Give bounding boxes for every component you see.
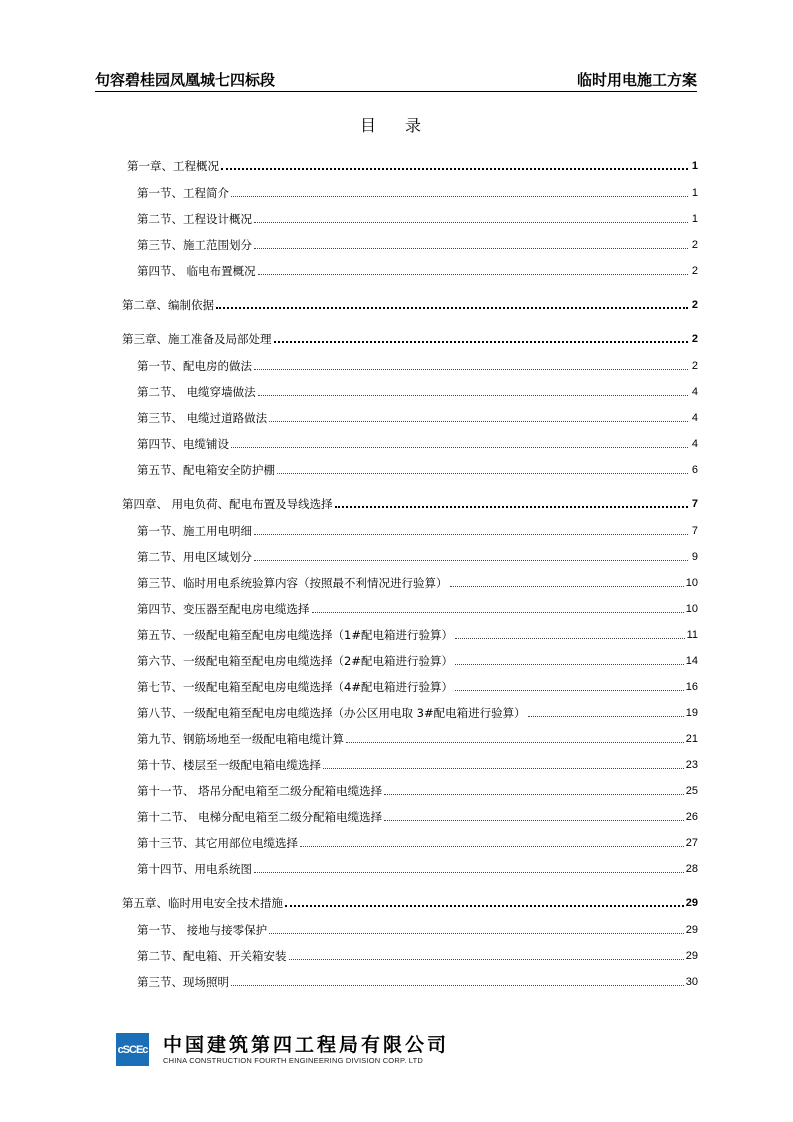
toc-page-number: 2 bbox=[691, 265, 698, 277]
toc-section-entry[interactable] bbox=[122, 177, 698, 203]
toc-entry-label: 第十一节、 塔吊分配电箱至二级分配箱电缆选择 bbox=[137, 784, 383, 798]
toc-section-entry[interactable] bbox=[122, 402, 698, 428]
toc-section-entry[interactable] bbox=[122, 775, 698, 801]
toc-leader-dots bbox=[254, 872, 684, 873]
toc-section-entry[interactable] bbox=[122, 671, 698, 697]
toc-section-entry[interactable] bbox=[122, 749, 698, 775]
toc-entry-label: 第十三节、其它用部位电缆选择 bbox=[137, 836, 298, 850]
toc-section-entry[interactable] bbox=[122, 255, 698, 281]
toc-chapter-entry[interactable] bbox=[122, 887, 698, 913]
toc-entry-label: 第二节、工程设计概况 bbox=[137, 212, 252, 226]
toc-section-entry[interactable] bbox=[122, 619, 698, 645]
toc-leader-dots bbox=[455, 664, 684, 665]
toc-page-number: 4 bbox=[691, 438, 698, 450]
toc-section-entry[interactable] bbox=[122, 853, 698, 879]
toc-leader-dots bbox=[216, 307, 688, 309]
toc-page-number: 28 bbox=[685, 863, 698, 875]
toc-entry-label: 第一节、配电房的做法 bbox=[137, 359, 252, 373]
toc-entry-label: 第二节、用电区域划分 bbox=[137, 550, 252, 564]
toc-section-entry[interactable] bbox=[122, 428, 698, 454]
toc-entry-label: 第一章、工程概况 bbox=[127, 159, 219, 173]
toc-leader-dots bbox=[254, 560, 688, 561]
toc-section-entry[interactable] bbox=[122, 723, 698, 749]
toc-entry-label: 第十节、楼层至一级配电箱电缆选择 bbox=[137, 758, 321, 772]
toc-entry-label: 第三节、临时用电系统验算内容（按照最不利情况进行验算） bbox=[137, 576, 448, 590]
toc-leader-dots bbox=[254, 369, 688, 370]
toc-page-number: 10 bbox=[685, 603, 698, 615]
toc-section-entry[interactable] bbox=[122, 454, 698, 480]
toc-leader-dots bbox=[346, 742, 684, 743]
toc-chapter-entry[interactable] bbox=[122, 323, 698, 349]
toc-page-number: 6 bbox=[691, 464, 698, 476]
toc-leader-dots bbox=[300, 846, 684, 847]
toc-entry-label: 第四节、变压器至配电房电缆选择 bbox=[137, 602, 310, 616]
toc-page-number: 2 bbox=[691, 333, 698, 345]
toc-leader-dots bbox=[269, 933, 684, 934]
toc-page-number: 29 bbox=[685, 924, 698, 936]
toc-chapter-entry[interactable] bbox=[127, 150, 698, 176]
toc-page-number: 27 bbox=[685, 837, 698, 849]
toc-entry-label: 第二章、编制依据 bbox=[122, 298, 214, 312]
toc-page-number: 1 bbox=[691, 187, 698, 199]
toc-page-number: 29 bbox=[685, 950, 698, 962]
toc-section-entry[interactable] bbox=[122, 940, 698, 966]
toc-entry-label: 第七节、一级配电箱至配电房电缆选择（4#配电箱进行验算） bbox=[137, 680, 453, 694]
toc-leader-dots bbox=[254, 222, 688, 223]
toc-leader-dots bbox=[335, 506, 688, 508]
toc-page-number: 26 bbox=[685, 811, 698, 823]
company-name-en: CHINA CONSTRUCTION FOURTH ENGINEERING DIVISION CORP. LTD bbox=[163, 1056, 423, 1065]
toc-section-entry[interactable] bbox=[122, 645, 698, 671]
toc-leader-dots bbox=[528, 716, 684, 717]
toc-page-number: 19 bbox=[685, 707, 698, 719]
toc-section-entry[interactable] bbox=[122, 515, 698, 541]
toc-page-number: 29 bbox=[685, 897, 698, 909]
toc-page-number: 2 bbox=[691, 239, 698, 251]
toc-entry-label: 第三节、施工范围划分 bbox=[137, 238, 252, 252]
toc-page-number: 16 bbox=[685, 681, 698, 693]
toc-page-number: 23 bbox=[685, 759, 698, 771]
toc-entry-label: 第三章、施工准备及局部处理 bbox=[122, 332, 272, 346]
toc-entry-label: 第五节、配电箱安全防护棚 bbox=[137, 463, 275, 477]
toc-chapter-entry[interactable] bbox=[122, 488, 698, 514]
toc-page-number: 25 bbox=[685, 785, 698, 797]
toc-leader-dots bbox=[231, 196, 688, 197]
toc-entry-label: 第四节、电缆铺设 bbox=[137, 437, 229, 451]
toc-section-entry[interactable] bbox=[122, 541, 698, 567]
toc-leader-dots bbox=[258, 274, 688, 275]
toc-page-number: 1 bbox=[691, 160, 698, 172]
toc-entry-label: 第三节、现场照明 bbox=[137, 975, 229, 989]
toc-entry-label: 第三节、 电缆过道路做法 bbox=[137, 411, 268, 425]
toc-leader-dots bbox=[312, 612, 684, 613]
toc-page-number: 7 bbox=[691, 525, 698, 537]
toc-page-number: 4 bbox=[691, 386, 698, 398]
toc-entry-label: 第六节、一级配电箱至配电房电缆选择（2#配电箱进行验算） bbox=[137, 654, 453, 668]
toc-leader-dots bbox=[450, 586, 684, 587]
toc-section-entry[interactable] bbox=[122, 376, 698, 402]
toc-entry-label: 第五节、一级配电箱至配电房电缆选择（1#配电箱进行验算） bbox=[137, 628, 453, 642]
toc-leader-dots bbox=[269, 421, 688, 422]
toc-entry-label: 第四节、 临电布置概况 bbox=[137, 264, 256, 278]
toc-leader-dots bbox=[254, 534, 688, 535]
toc-leader-dots bbox=[455, 690, 684, 691]
toc-entry-label: 第五章、临时用电安全技术措施 bbox=[122, 896, 283, 910]
toc-chapter-entry[interactable] bbox=[122, 289, 698, 315]
toc-entry-label: 第八节、一级配电箱至配电房电缆选择（办公区用电取 3#配电箱进行验算） bbox=[137, 706, 526, 720]
toc-page-number: 30 bbox=[685, 976, 698, 988]
toc-page-number: 2 bbox=[691, 299, 698, 311]
toc-leader-dots bbox=[258, 395, 688, 396]
toc-entry-label: 第十四节、用电系统图 bbox=[137, 862, 252, 876]
toc-leader-dots bbox=[231, 985, 684, 986]
toc-leader-dots bbox=[384, 820, 684, 821]
toc-leader-dots bbox=[384, 794, 684, 795]
toc-page-number: 2 bbox=[691, 360, 698, 372]
toc-section-entry[interactable] bbox=[122, 567, 698, 593]
toc-leader-dots bbox=[254, 248, 688, 249]
toc-page-number: 7 bbox=[691, 498, 698, 510]
toc-page-number: 14 bbox=[685, 655, 698, 667]
company-name-cn: 中国建筑第四工程局有限公司 bbox=[163, 1034, 450, 1056]
toc-leader-dots bbox=[289, 959, 684, 960]
toc-page-number: 21 bbox=[685, 733, 698, 745]
toc-section-entry[interactable] bbox=[122, 966, 698, 992]
toc-entry-label: 第二节、配电箱、开关箱安装 bbox=[137, 949, 287, 963]
toc-section-entry[interactable] bbox=[122, 229, 698, 255]
toc-page-number: 10 bbox=[685, 577, 698, 589]
toc-leader-dots bbox=[221, 168, 688, 170]
toc-leader-dots bbox=[274, 341, 689, 343]
toc-section-entry[interactable] bbox=[122, 350, 698, 376]
toc-page-number: 4 bbox=[691, 412, 698, 424]
header-project-name: 句容碧桂园凤凰城七四标段 bbox=[95, 71, 276, 89]
toc-entry-label: 第十二节、 电梯分配电箱至二级分配箱电缆选择 bbox=[137, 810, 383, 824]
toc-entry-label: 第四章、 用电负荷、配电布置及导线选择 bbox=[122, 497, 333, 511]
toc-section-entry[interactable] bbox=[122, 593, 698, 619]
toc-page-number: 1 bbox=[691, 213, 698, 225]
table-of-contents bbox=[122, 150, 698, 992]
toc-leader-dots bbox=[323, 768, 684, 769]
toc-title: 目 录 bbox=[359, 116, 434, 135]
toc-page-number: 9 bbox=[691, 551, 698, 563]
toc-entry-label: 第一节、 接地与接零保护 bbox=[137, 923, 268, 937]
toc-entry-label: 第二节、 电缆穿墙做法 bbox=[137, 385, 256, 399]
toc-leader-dots bbox=[231, 447, 688, 448]
toc-section-entry[interactable] bbox=[122, 827, 698, 853]
toc-section-entry[interactable] bbox=[122, 697, 698, 723]
toc-section-entry[interactable] bbox=[122, 914, 698, 940]
toc-leader-dots bbox=[277, 473, 688, 474]
company-footer bbox=[116, 1033, 449, 1066]
company-logo: cSCEc bbox=[116, 1033, 149, 1066]
toc-section-entry[interactable] bbox=[122, 801, 698, 827]
header-document-title: 临时用电施工方案 bbox=[576, 71, 697, 89]
toc-entry-label: 第一节、工程简介 bbox=[137, 186, 229, 200]
page-header bbox=[95, 70, 697, 92]
toc-page-number: 11 bbox=[686, 629, 698, 641]
toc-leader-dots bbox=[285, 905, 684, 907]
toc-leader-dots bbox=[455, 638, 685, 639]
toc-section-entry[interactable] bbox=[122, 203, 698, 229]
toc-entry-label: 第九节、钢筋场地至一级配电箱电缆计算 bbox=[137, 732, 344, 746]
toc-entry-label: 第一节、施工用电明细 bbox=[137, 524, 252, 538]
